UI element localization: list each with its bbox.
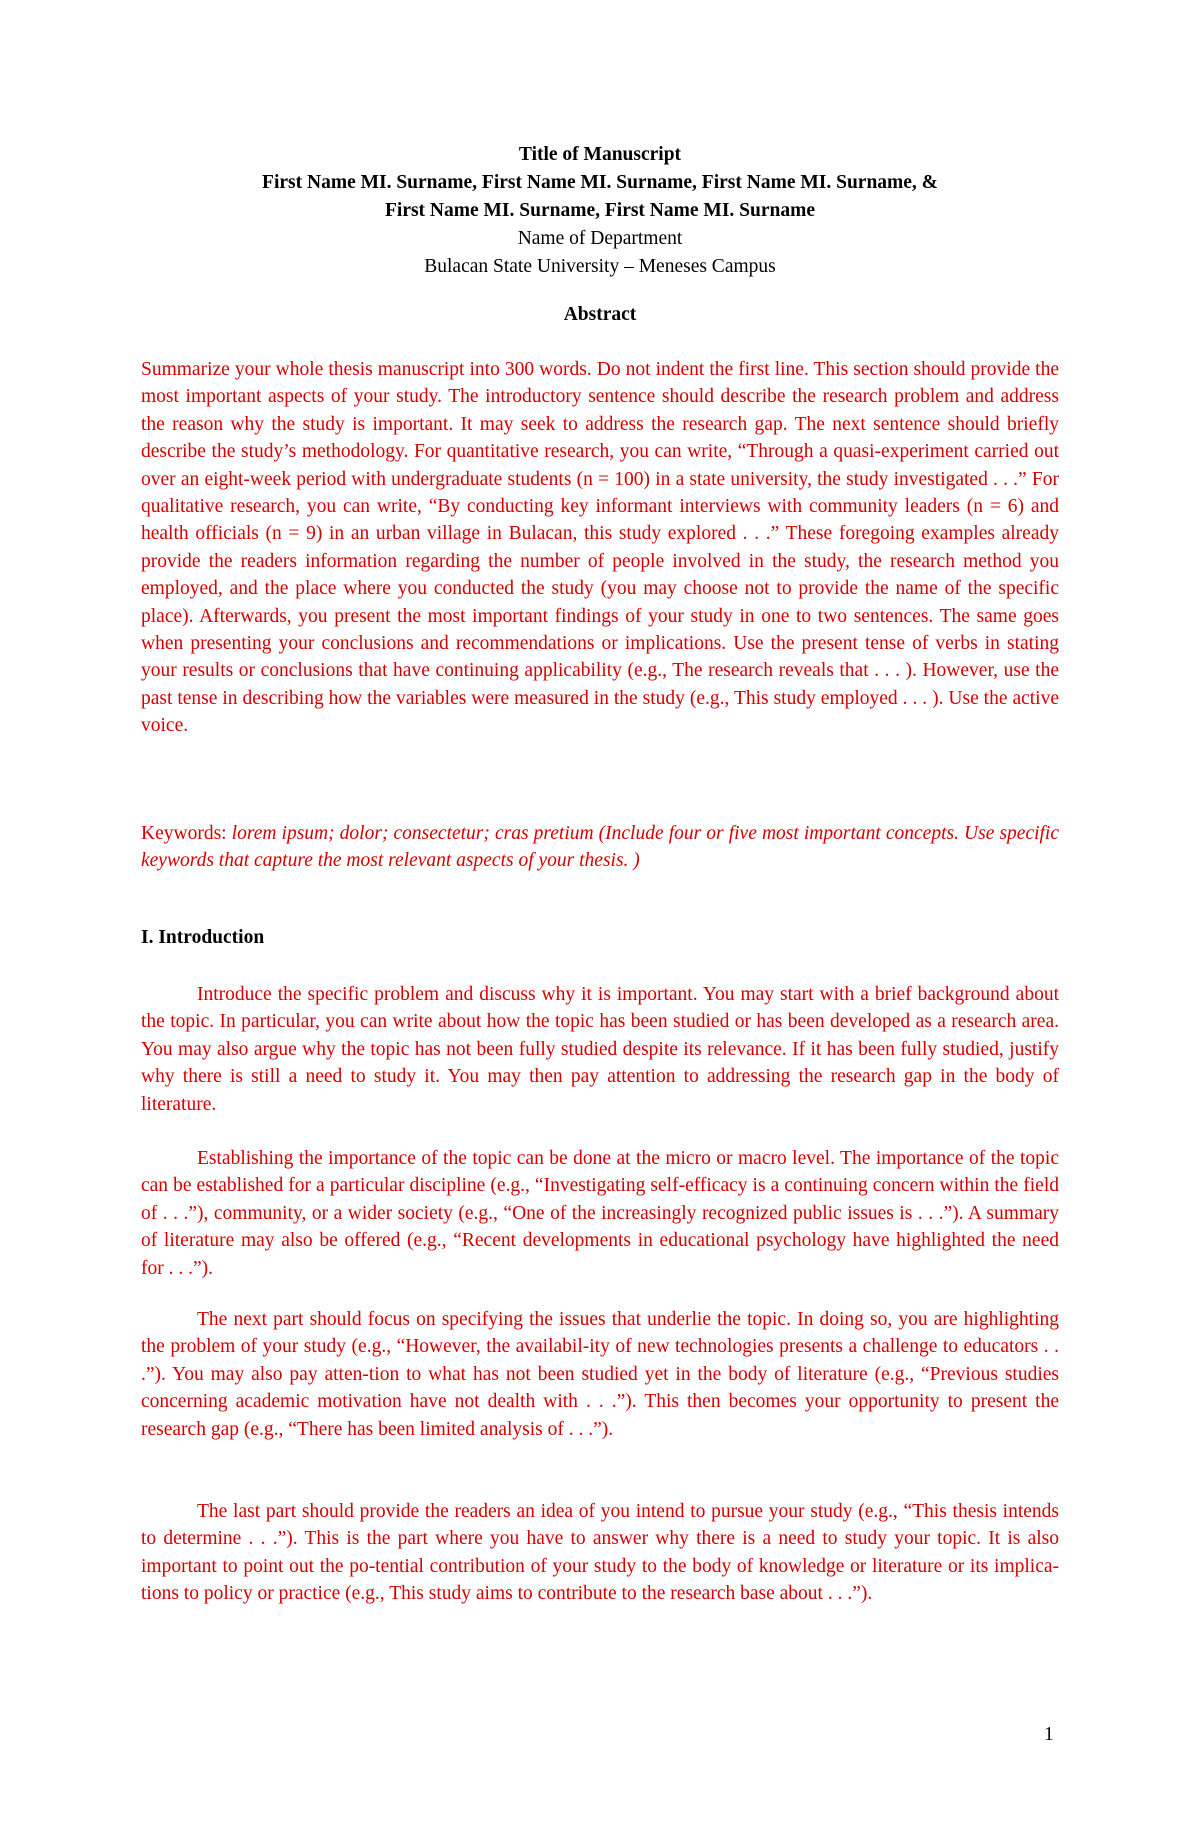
keywords-label: Keywords:: [141, 823, 227, 844]
manuscript-header: [140, 141, 1060, 281]
department-name: Name of Department: [517, 228, 683, 249]
introduction-paragraph-2: Establishing the importance of the topic can be done at the micro or macro level. The importance of the topic can be established for a particular discipline (e.g., “Investigating self-efficacy is a continuing concern within the field of . . .”), community, or a wider society (e.g., “One of the increasingly recognized public issues is . . .”). A summary of literature may also be offered (e.g., “Recent developments in educational psychology have highlighted the need for . . .”).: [141, 1148, 1059, 1279]
keywords-text: lorem ipsum; dolor; consectetur; cras pretium (Include four or five most important concepts. Use specific keywords that capture the most relevant aspects of your thesis. ): [141, 823, 1060, 872]
introduction-paragraph-1: Introduce the specific problem and discuss why it is important. You may start with a brief background about the topic. In particular, you can write about how the topic has been studied or has been developed as a research area. You may also argue why the topic has not been fully studied despite its relevance. If it has been fully studied, justify why there is still a need to study it. You may then pay attention to addressing the research gap in the body of literature.: [141, 984, 1059, 1115]
keywords-paragraph: [141, 820, 1059, 875]
page-number: 1: [1044, 1724, 1054, 1745]
authors-line-1: First Name MI. Surname, First Name MI. Surname, First Name MI. Surname, &: [262, 172, 938, 193]
abstract-text: Summarize your whole thesis manuscript into 300 words. Do not indent the first line. This section should provide the most important aspects of your study. The introductory sentence should describe the research problem and address the reason why the study is important. It may seek to address the research gap. The next sentence should briefly describe the study’s methodology. For quantitative research, you can write, “Through a quasi-experiment carried out over an eight-week period with undergraduate students (n = 100) in a state university, the study investigated . . .” For qualitative research, you can write, “By conducting key informant interviews with community leaders (n = 6) and health officials (n = 9) in an urban village in Bulacan, this study explored . . .” These foregoing examples already provide the readers information regarding the number of people involved in the study, the research method you employed, and the place where you conducted the study (you may choose not to provide the name of the specific place). Afterwards, you present the most important findings of your study in one to two sentences. The same goes when presenting your conclusions and recommendations or implications. Use the present tense of verbs in stating your results or conclusions that have continuing applicability (e.g., The research reveals that . . . ). However, use the past tense in describing how the variables were measured in the study (e.g., This study employed . . . ). Use the active voice.: [141, 359, 1059, 737]
introduction-heading: I. Introduction: [141, 927, 265, 948]
authors-line-2: First Name MI. Surname, First Name MI. Surname: [384, 200, 815, 221]
institution-name: Bulacan State University – Meneses Campus: [424, 256, 776, 277]
introduction-paragraph-4: The last part should provide the readers an idea of you intend to pursue your study (e.g., “This thesis intends to determine . . .”). This is the part where you have to answer why there is a need to study your topic. It is also important to point out the po-tential contribution of your study to the body of knowledge or literature or its implica-tions to policy or practice (e.g., This study aims to contribute to the research base about . . .”).: [141, 1501, 1059, 1605]
introduction-paragraph-3: The next part should focus on specifying the issues that underlie the topic. In doing so, you are highlighting the problem of your study (e.g., “However, the availabil-ity of new technologies presents a challenge to educators . . .”). You may also pay atten-tion to what has not been studied yet in the body of literature (e.g., “Previous studies concerning academic motivation have not dealth with . . .”). This then becomes your opportunity to present the research gap (e.g., “There has been limited analysis of . . .”).: [141, 1309, 1059, 1440]
abstract-heading: Abstract: [563, 304, 637, 325]
manuscript-title: Title of Manuscript: [518, 144, 682, 165]
